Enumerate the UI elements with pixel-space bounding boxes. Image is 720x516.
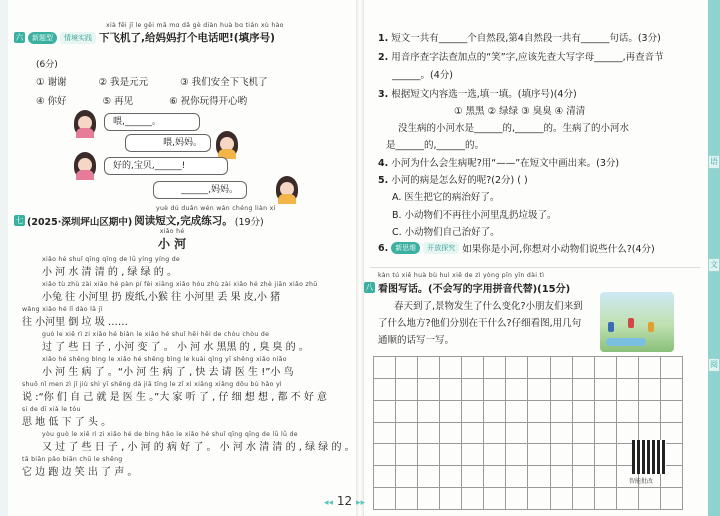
grid-cell[interactable] — [572, 422, 594, 444]
grid-cell[interactable] — [462, 444, 484, 466]
grid-cell[interactable] — [506, 378, 528, 400]
essay-line-pinyin: yòu guò le xiē rì zi xiǎo hé de bìng hǎo le xiǎo hé shuǐ qīng qīng de lǜ lǜ de — [42, 431, 298, 438]
prompt-line: 春天到了,景物发生了什么变化?小朋友们来到 — [394, 301, 583, 312]
option-6: ⑥ 祝你玩得开心哟 — [169, 96, 248, 107]
grid-cell[interactable] — [506, 400, 528, 422]
grid-cell[interactable] — [484, 466, 506, 488]
grid-cell[interactable] — [660, 488, 682, 510]
section8-title: 看图写话。(不会写的字用拼音代替)(15分) — [378, 284, 571, 295]
options-row2 — [36, 93, 247, 107]
grid-cell[interactable] — [594, 422, 616, 444]
option-a: A. 医生把它的病治好了。 — [392, 192, 500, 203]
essay-line-pinyin: xiǎo hé shuǐ qīng qīng de lǜ yíng yíng de — [42, 256, 181, 263]
next-arrow-icon: ▸▸ — [355, 498, 366, 508]
grid-cell[interactable] — [484, 378, 506, 400]
question-number: 2. — [378, 52, 389, 63]
grid-cell[interactable] — [550, 400, 572, 422]
grid-cell[interactable] — [550, 488, 572, 510]
section8-number: 八 — [365, 283, 374, 292]
option-1: ① 谢谢 — [36, 77, 67, 88]
grid-cell[interactable] — [374, 466, 396, 488]
grid-cell[interactable] — [572, 378, 594, 400]
question-5 — [378, 172, 528, 186]
grid-cell[interactable] — [396, 466, 418, 488]
grid-cell[interactable] — [440, 378, 462, 400]
grid-cell[interactable] — [550, 466, 572, 488]
girl-avatar-2 — [276, 176, 298, 202]
prev-arrow-icon: ◂◂ — [324, 498, 334, 508]
grid-cell[interactable] — [638, 357, 660, 379]
essay-line-pinyin: guò le xiē rì zi xiǎo hé biàn le xiǎo hé shuǐ hēi hēi de chòu chòu de — [42, 331, 270, 338]
section6-number: 六 — [15, 33, 24, 42]
side-tab[interactable]: 文 — [708, 258, 720, 272]
grid-cell[interactable] — [528, 444, 550, 466]
section7-pinyin: yuè dú duǎn wén wán chéng liàn xí — [156, 205, 276, 212]
left-edge — [0, 0, 8, 516]
essay-line-pinyin: xiǎo hé shēng bìng le xiǎo hé shēng bìng le kuài qǐng yī shēng xiǎo niǎo — [42, 356, 287, 363]
question-4 — [378, 155, 619, 169]
essay-line-pinyin: shuō nǐ men zì jǐ jiù shì yī shēng dà jiā tīng le zǐ xì xiǎng xiǎng dōu bù hǎo yì — [22, 381, 282, 388]
question-text: 如果你是小河,你想对小动物们说些什么?(4分) — [462, 244, 655, 255]
section8-prompt — [378, 298, 583, 349]
essay-line-text: 小 河 水 清 清 的 , 绿 绿 的 。 — [42, 267, 177, 278]
question-3-options: ① 黑黑 ② 绿绿 ③ 臭臭 ④ 清清 — [454, 106, 586, 117]
spring-illustration — [600, 292, 674, 352]
grid-cell[interactable] — [506, 444, 528, 466]
option-c: C. 小动物们自己治好了。 — [392, 227, 500, 238]
grid-cell[interactable] — [594, 400, 616, 422]
grid-cell[interactable] — [550, 357, 572, 379]
question-text: 根据短文内容选一选,填一填。(填序号)(4分) — [391, 89, 577, 100]
essay-title-pinyin: xiǎo hé — [159, 228, 185, 235]
writing-grid[interactable] — [373, 356, 683, 510]
question-number: 4. — [378, 158, 389, 169]
question-3 — [378, 86, 577, 100]
question-number: 6. — [378, 242, 389, 254]
page-number-text: 12 — [336, 494, 353, 508]
section7-source: (2025·深圳坪山区期中) — [27, 216, 133, 228]
grid-cell[interactable] — [374, 422, 396, 444]
grid-cell[interactable] — [396, 488, 418, 510]
grid-cell[interactable] — [660, 400, 682, 422]
practice-badge: 情境实践 — [60, 32, 96, 44]
grid-cell[interactable] — [528, 488, 550, 510]
page-number — [324, 494, 365, 508]
grid-cell[interactable] — [506, 422, 528, 444]
question-number: 5. — [378, 175, 389, 186]
grid-cell[interactable] — [440, 466, 462, 488]
essay-line — [22, 356, 352, 381]
dialog-bubble-3: 好的,宝贝,______! — [104, 157, 228, 175]
grid-cell[interactable] — [572, 357, 594, 379]
grid-cell[interactable] — [506, 488, 528, 510]
grid-cell[interactable] — [594, 357, 616, 379]
essay-line-text: 往 小河里 倒 垃 圾 …… — [22, 317, 128, 328]
grid-cell[interactable] — [594, 378, 616, 400]
dialog-bubble-4: ______,妈妈。 — [153, 181, 247, 199]
grid-cell[interactable] — [462, 422, 484, 444]
essay-title-text: 小 河 — [158, 237, 187, 251]
grid-cell[interactable] — [638, 400, 660, 422]
grid-cell[interactable] — [572, 488, 594, 510]
section7-title: 阅读短文,完成练习。 — [134, 215, 233, 227]
essay-line — [22, 306, 352, 331]
question-3-line2: 是______的,______的。 — [386, 140, 485, 151]
mom-avatar-2 — [74, 152, 96, 178]
grid-cell[interactable] — [550, 378, 572, 400]
essay-line-text: 小兔 往 小河里 扔 废纸,小猴 往 小河里 丢 果 皮,小 猪 — [42, 292, 281, 303]
grid-cell[interactable] — [484, 422, 506, 444]
question-text: 短文一共有______个自然段,第4自然段一共有______句话。(3分) — [391, 33, 661, 44]
grid-cell[interactable] — [572, 400, 594, 422]
question-1 — [378, 30, 661, 44]
question-number: 3. — [378, 89, 389, 100]
grid-cell[interactable] — [550, 422, 572, 444]
grid-cell[interactable] — [418, 378, 440, 400]
grid-cell[interactable] — [462, 466, 484, 488]
grid-cell[interactable] — [462, 378, 484, 400]
grid-cell[interactable] — [616, 357, 638, 379]
grid-cell[interactable] — [418, 422, 440, 444]
grid-cell[interactable] — [506, 466, 528, 488]
essay-title — [158, 228, 186, 252]
essay-line-text: 思 地 低 下 了 头 。 — [22, 417, 112, 428]
grid-cell[interactable] — [418, 357, 440, 379]
essay-line — [22, 281, 352, 306]
question-text: 用音序查字法查加点的“笑”字,应该先查大写字母______,再查音节 — [391, 52, 664, 63]
girl-avatar — [216, 131, 238, 157]
section6-score: (6分) — [36, 60, 58, 70]
question-2-cont: ______。(4分) — [392, 70, 453, 81]
essay-line — [22, 406, 352, 431]
essay-line — [22, 256, 352, 281]
grid-cell[interactable] — [440, 488, 462, 510]
grid-cell[interactable] — [440, 444, 462, 466]
grid-cell[interactable] — [418, 400, 440, 422]
grid-cell[interactable] — [550, 444, 572, 466]
grid-cell[interactable] — [396, 422, 418, 444]
grid-cell[interactable] — [484, 444, 506, 466]
grid-cell[interactable] — [506, 357, 528, 379]
option-b: B. 小动物们不再往小河里乱扔垃圾了。 — [392, 210, 557, 221]
grid-cell[interactable] — [440, 357, 462, 379]
essay-line-text: 又 过 了 些 日 子 , 小 河 的 病 好 了 。 小 河 水 清 清 的 , 绿 绿 的 。 — [42, 442, 355, 453]
essay-line-pinyin: tā biān pǎo biān chū le shēng — [22, 456, 123, 463]
grid-cell[interactable] — [616, 378, 638, 400]
grid-cell[interactable] — [374, 444, 396, 466]
section7-score: (19分) — [234, 216, 264, 228]
divider — [370, 267, 700, 268]
grid-cell[interactable] — [484, 357, 506, 379]
essay-line-text: 小 河 生 病 了 。“小 河 生 病 了 , 快 去 请 医 生 !”小 鸟 — [42, 367, 294, 378]
grid-cell[interactable] — [616, 488, 638, 510]
grid-cell[interactable] — [638, 488, 660, 510]
grid-cell[interactable] — [660, 357, 682, 379]
grid-cell[interactable] — [462, 488, 484, 510]
mom-avatar — [74, 110, 96, 136]
grid-cell[interactable] — [616, 400, 638, 422]
grid-cell[interactable] — [440, 422, 462, 444]
option-2: ② 我是元元 — [98, 77, 149, 88]
grid-cell[interactable] — [594, 444, 616, 466]
grid-cell[interactable] — [374, 400, 396, 422]
essay-line — [22, 331, 352, 356]
grid-cell[interactable] — [462, 400, 484, 422]
grid-cell[interactable] — [396, 378, 418, 400]
question-number: 1. — [378, 33, 389, 44]
prompt-line: 通顺的话写一写。 — [378, 335, 455, 346]
grid-cell[interactable] — [374, 357, 396, 379]
grid-cell[interactable] — [572, 466, 594, 488]
grid-cell[interactable] — [374, 378, 396, 400]
question-text: 小河为什么会生病呢?用“——”在短文中画出来。(3分) — [391, 158, 620, 169]
question-6 — [378, 241, 655, 255]
section7-header — [14, 205, 276, 228]
grid-cell[interactable] — [594, 466, 616, 488]
essay-line — [22, 431, 355, 456]
essay-line-pinyin: wǎng xiǎo hé lǐ dào lā jī — [22, 306, 103, 313]
grid-cell[interactable] — [462, 357, 484, 379]
essay-line-text: 过 了 些 日 子 , 小河 变 了 。 小 河 水 黑黑 的 , 臭 臭 的 。 — [42, 342, 309, 353]
grid-cell[interactable] — [638, 378, 660, 400]
grid-cell[interactable] — [418, 466, 440, 488]
side-tab[interactable]: 阅 — [708, 358, 720, 372]
grid-cell[interactable] — [660, 378, 682, 400]
essay-line — [22, 381, 352, 406]
section8-pinyin: kàn tú xiě huà bù huì xiě de zì yòng pīn yīn dài tì — [378, 272, 545, 279]
grid-cell[interactable] — [594, 488, 616, 510]
grid-cell[interactable] — [572, 444, 594, 466]
essay-line-pinyin: si de dī xià le tóu — [22, 406, 81, 413]
new-type-badge: 新题型 — [28, 32, 57, 44]
question-2 — [378, 49, 664, 63]
essay-line — [22, 456, 352, 481]
question-3-line1: 没生病的小河水是______的,______的。生病了的小河水 — [398, 123, 630, 134]
grid-cell[interactable] — [396, 357, 418, 379]
open-explore-badge: 开放探究 — [423, 242, 459, 254]
qr-code[interactable] — [632, 440, 666, 474]
dialog-bubble-1: 喂,______。 — [104, 113, 200, 131]
essay-line-text: 说 :“你 们 自 己 就 是 医 生 。”大 家 听 了 , 仔 细 想 想 , 都 不 好 意 — [22, 392, 328, 403]
section6-title: 下飞机了,给妈妈打个电话吧!(填序号) — [99, 32, 275, 44]
side-tab[interactable]: 语 — [708, 155, 720, 169]
page-spine — [356, 0, 364, 516]
essay-line-pinyin: xiǎo tù zhù zài xiǎo hé pàn pí fèi xiāng xiǎo hóu zhù zài xiǎo hé zhè jiān xiǎo zhū — [42, 281, 318, 288]
section6-pinyin: xià fēi jī le gěi mā mɑ dǎ gè diàn huà bɑ tián xù hào — [106, 22, 284, 29]
grid-cell[interactable] — [484, 400, 506, 422]
grid-cell[interactable] — [528, 422, 550, 444]
section7-number: 七 — [15, 216, 24, 225]
grid-cell[interactable] — [528, 466, 550, 488]
section8-header — [364, 272, 570, 295]
option-3: ③ 我们安全下飞机了 — [180, 77, 268, 88]
grid-cell[interactable] — [396, 400, 418, 422]
grid-cell[interactable] — [374, 488, 396, 510]
grid-cell[interactable] — [418, 444, 440, 466]
question-text: 小河的病是怎么好的呢?(2分) ( ) — [391, 175, 528, 186]
essay-body — [22, 256, 355, 481]
essay-line-text: 它 边 跑 边 笑 出 了 声 。 — [22, 467, 138, 478]
new-thinking-badge: 新思维 — [391, 242, 420, 254]
qr-label: 智能批改 — [629, 478, 654, 485]
grid-cell[interactable] — [528, 400, 550, 422]
grid-cell[interactable] — [528, 378, 550, 400]
options-row1 — [36, 74, 268, 88]
option-4: ④ 你好 — [36, 96, 67, 107]
grid-cell[interactable] — [528, 357, 550, 379]
prompt-line: 了什么地方?他们分别在干什么?仔细看图,用几句 — [378, 318, 582, 329]
dialog-bubble-2: 喂,妈妈。 — [125, 134, 211, 152]
option-5: ⑤ 再见 — [102, 96, 134, 107]
section6-header — [14, 22, 284, 45]
grid-cell[interactable] — [418, 488, 440, 510]
grid-cell[interactable] — [484, 488, 506, 510]
grid-cell[interactable] — [440, 400, 462, 422]
grid-cell[interactable] — [396, 444, 418, 466]
